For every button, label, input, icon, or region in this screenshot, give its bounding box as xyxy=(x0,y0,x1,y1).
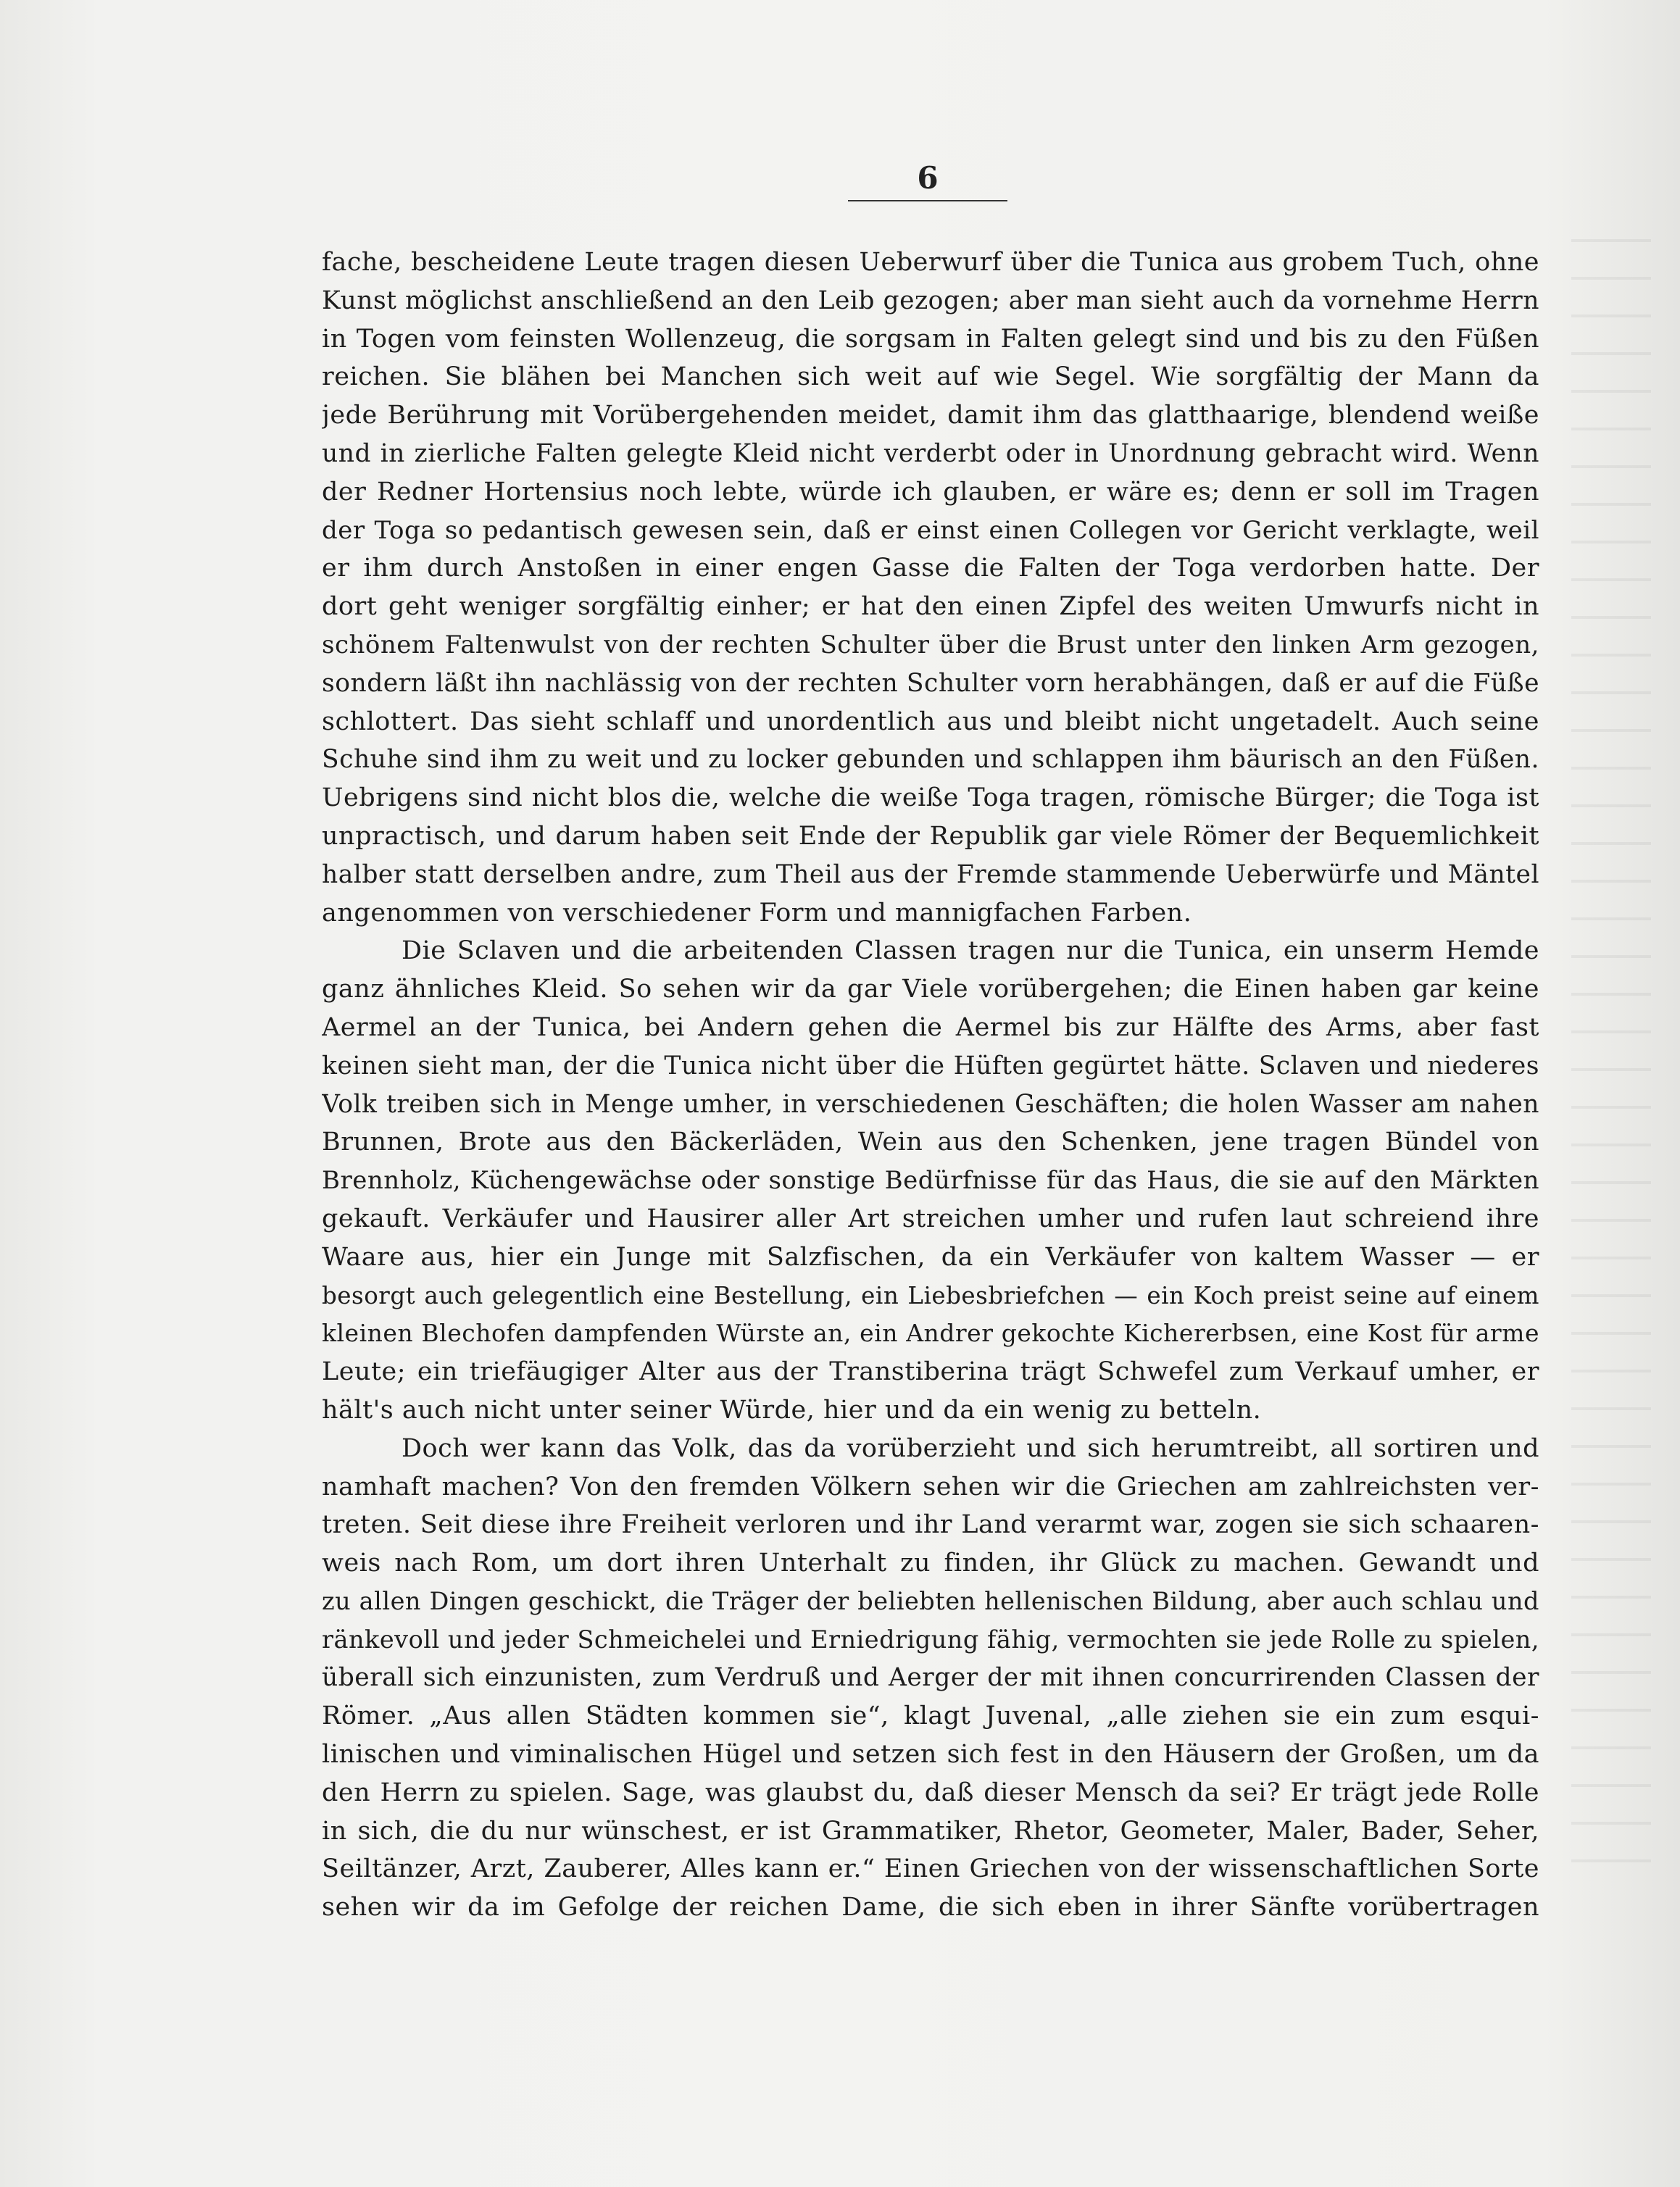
text-line: Brunnen, Brote aus den Bäckerläden, Wein aus den Schenken, jene tragen Bündel von xyxy=(322,1128,1539,1157)
text-line: Kunst möglichst anschließend an den Leib gezogen; aber man sieht auch da vornehme Herrn xyxy=(322,286,1539,315)
text-line: Aermel an der Tunica, bei Andern gehen die Aermel bis zur Hälfte des Arms, aber fast xyxy=(322,1012,1539,1042)
text-line: besorgt auch gelegentlich eine Bestellung, ein Liebesbriefchen — ein Koch preist seine auf einem xyxy=(322,1281,1539,1309)
text-line: namhaft machen? Von den fremden Völkern sehen wir die Griechen am zahlreichsten ver- xyxy=(322,1472,1539,1501)
text-line: kleinen Blechofen dampfenden Würste an, ein Andrer gekochte Kichererbsen, eine Kost für arme xyxy=(322,1319,1539,1348)
text-line: Seiltänzer, Arzt, Zauberer, Alles kann er.“ Einen Griechen von der wissenschaftlichen Sorte xyxy=(322,1854,1539,1884)
text-line: er ihm durch Anstoßen in einer engen Gasse die Falten der Toga verdorben hatte. Der xyxy=(322,554,1539,583)
text-line: keinen sieht man, der die Tunica nicht über die Hüften gegürtet hätte. Sclaven und niederes xyxy=(322,1051,1539,1080)
text-line: reichen. Sie blähen bei Manchen sich weit auf wie Segel. Wie sorgfältig der Mann da xyxy=(322,362,1539,392)
text-line: Brennholz, Küchengewächse oder sonstige Bedürfnisse für das Haus, die sie auf den Märkten xyxy=(322,1166,1539,1196)
text-line: sehen wir da im Gefolge der reichen Dame, die sich eben in ihrer Sänfte vorübertragen xyxy=(322,1893,1539,1923)
text-line: angenommen von verschiedener Form und mannigfachen Farben. xyxy=(322,898,1192,928)
text-line: Leute; ein triefäugiger Alter aus der Transtiberina trägt Schwefel zum Verkauf umher, er xyxy=(322,1357,1539,1387)
text-line: und in zierliche Falten gelegte Kleid nicht verderbt oder in Unordnung gebracht wird. Wenn xyxy=(322,438,1539,468)
header-rule xyxy=(848,200,1007,201)
text-line: Doch wer kann das Volk, das da vorüberzieht und sich herumtreibt, all sortiren und xyxy=(402,1433,1539,1463)
text-line: Volk treiben sich in Menge umher, in verschiedenen Geschäften; die holen Wasser am nahen xyxy=(322,1089,1539,1119)
text-line: Uebrigens sind nicht blos die, welche die weiße Toga tragen, römische Bürger; die Toga ist xyxy=(322,783,1539,813)
page-number: 6 xyxy=(917,160,939,196)
page-header xyxy=(848,161,1007,201)
text-line: halber statt derselben andre, zum Theil aus der Fremde stammende Ueberwürfe und Mäntel xyxy=(322,859,1539,889)
text-line: den Herrn zu spielen. Sage, was glaubst du, daß dieser Mensch da sei? Er trägt jede Rolle xyxy=(322,1778,1539,1807)
text-line: Waare aus, hier ein Junge mit Salzfischen, da ein Verkäufer von kaltem Wasser — er xyxy=(322,1242,1539,1272)
text-line: ganz ähnliches Kleid. So sehen wir da gar Viele vorübergehen; die Einen haben gar keine xyxy=(322,975,1539,1004)
text-line: in sich, die du nur wünschest, er ist Grammatiker, Rhetor, Geometer, Maler, Bader, Seher, xyxy=(322,1816,1539,1846)
text-line: der Redner Hortensius noch lebte, würde ich glauben, er wäre es; denn er soll im Tragen xyxy=(322,477,1539,507)
text-line: Römer. „Aus allen Städten kommen sie“, klagt Juvenal, „alle ziehen sie ein zum esqui- xyxy=(322,1701,1539,1731)
text-line: der Toga so pedantisch gewesen sein, daß er einst einen Collegen vor Gericht verklagte, weil xyxy=(322,515,1539,545)
bleed-through-shadow xyxy=(1571,217,1651,1884)
text-line: treten. Seit diese ihre Freiheit verloren und ihr Land verarmt war, zogen sie sich schaaren- xyxy=(322,1510,1539,1540)
text-line: gekauft. Verkäufer und Hausirer aller Art streichen umher und rufen laut schreiend ihre xyxy=(322,1204,1539,1233)
text-line: in Togen vom feinsten Wollenzeug, die sorgsam in Falten gelegt sind und bis zu den Füßen xyxy=(322,324,1539,354)
body-text xyxy=(322,243,1539,1927)
text-line: ränkevoll und jeder Schmeichelei und Erniedrigung fähig, vermochten sie jede Rolle zu spielen, xyxy=(322,1625,1539,1654)
text-line: schönem Faltenwulst von der rechten Schulter über die Brust unter den linken Arm gezogen, xyxy=(322,630,1539,659)
text-line: schlottert. Das sieht schlaff und unordentlich aus und bleibt nicht ungetadelt. Auch seine xyxy=(322,707,1539,736)
text-line: jede Berührung mit Vorübergehenden meidet, damit ihm das glatthaarige, blendend weiße xyxy=(322,401,1539,430)
text-line: linischen und viminalischen Hügel und setzen sich fest in den Häusern der Großen, um da xyxy=(322,1740,1539,1770)
text-line: hält's auch nicht unter seiner Würde, hier und da ein wenig zu betteln. xyxy=(322,1395,1262,1425)
text-line: zu allen Dingen geschickt, die Träger der beliebten hellenischen Bildung, aber auch schlau und xyxy=(322,1586,1539,1615)
text-line: unpractisch, und darum haben seit Ende der Republik gar viele Römer der Bequemlichkeit xyxy=(322,821,1539,851)
text-line: weis nach Rom, um dort ihren Unterhalt zu finden, ihr Glück zu machen. Gewandt und xyxy=(322,1549,1539,1578)
text-line: Schuhe sind ihm zu weit und zu locker gebunden und schlappen ihm bäurisch an den Füßen. xyxy=(322,745,1539,775)
text-line: fache, bescheidene Leute tragen diesen Ueberwurf über die Tunica aus grobem Tuch, ohne xyxy=(322,248,1539,277)
text-line: dort geht weniger sorgfältig einher; er hat den einen Zipfel des weiten Umwurfs nicht in xyxy=(322,592,1539,622)
text-line: sondern läßt ihn nachlässig von der rechten Schulter vorn herabhängen, daß er auf die Füße xyxy=(322,668,1539,698)
text-line: überall sich einzunisten, zum Verdruß und Aerger der mit ihnen concurrirenden Classen der xyxy=(322,1663,1539,1693)
text-line: Die Sclaven und die arbeitenden Classen tragen nur die Tunica, ein unserm Hemde xyxy=(402,936,1539,966)
